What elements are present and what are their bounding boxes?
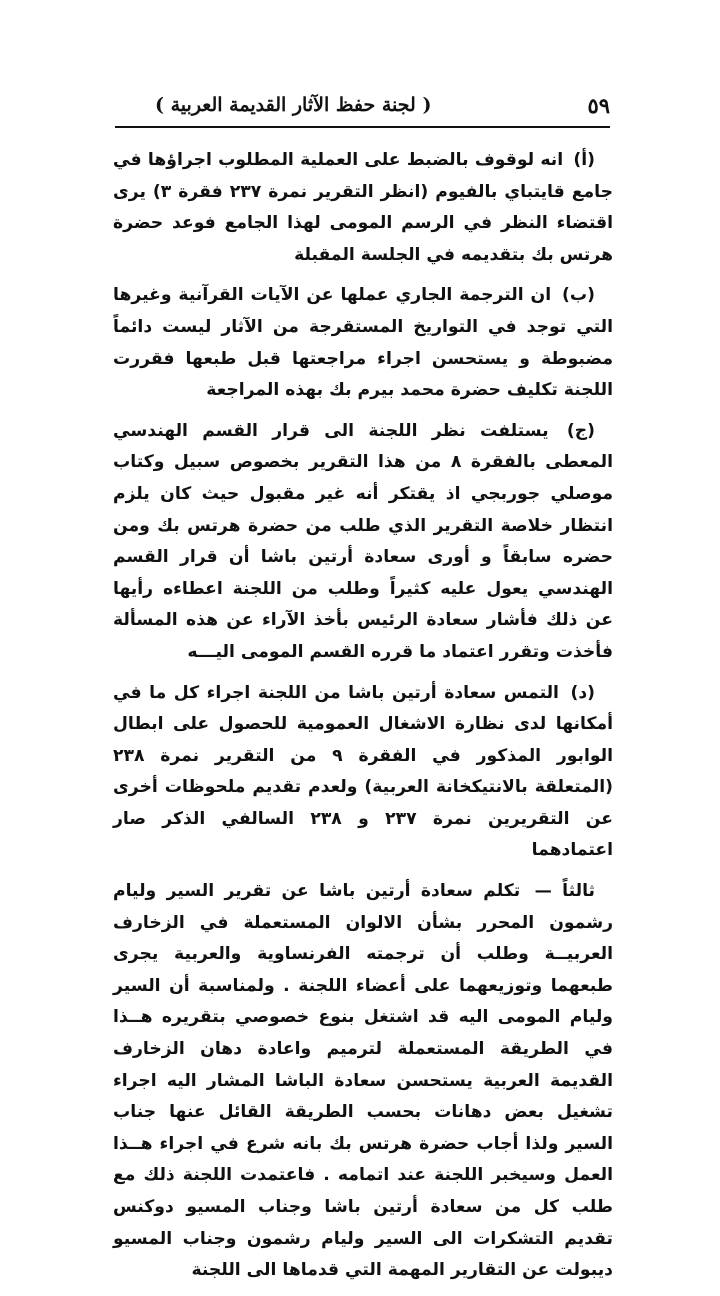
paragraph-d [113,678,613,868]
paragraph-text: انه لوقوف بالضبط على العملية المطلوب اجراؤها في جامع قايتباي بالفيوم (انظر التقرير نمرة ٢٣٧ فقرة ٣) يرى اقتضاء النظر في الرسم المومى لهذا الجامع فوعد حضرة هرتس بك بتقديمه في الجلسة المقبلة [113,150,613,265]
paragraph-third [113,876,613,1287]
paragraph-label: (ب) [562,285,595,306]
paragraph-label: (د) [570,682,595,703]
paragraph-label: (ج) [566,420,595,441]
paragraph-label: ثالثاً — [534,881,595,902]
page-header [115,88,610,122]
paragraph-b [113,280,613,406]
running-title: ( لجنة حفظ الآثار القديمة العربية ) [155,94,432,116]
paragraph-text: ان الترجمة الجاري عملها عن الآيات القرآنية وغيرها التي توجد في التواريخ المستقرجة من الآثار ليست دائماً مضبوطة و يستحسن اجراء مراجعتها قبل طبعها فقررت اللجنة تكليف حضرة محمد بيرم بك بهذه المراجعة [113,285,613,401]
paragraph-a [113,145,613,271]
page-number: ٥٩ [587,92,610,118]
header-rule [115,126,610,128]
paragraph-label: (أ) [573,150,596,170]
body-text [113,145,613,1296]
paragraph-text: تكلم سعادة أرتين باشا عن تقرير السير وليام رشمون المحرر بشأن الالوان المستعملة في الزخارف العربيــة وطلب أن ترجمته الفرنساوية والعربية يجرى طبعهما وتوزيعهما على أعضاء اللجنة . ولمناسبة أن السير وليام المومى اليه قد اشتغل بنوع خصوصي بتقريره هــذا في الطريقة المستعملة لترميم واعادة دهان الزخارف القديمة العربية يستحسن سعادة الباشا المشار اليه اجراء تشغيل بعض دهانات بحسب الطريقة القائل عنها جناب السير ولذا أجاب حضرة هرتس بك بانه شرع في اجراء هــذا العمل وسيخبر اللجنة عند اتمامه . فاعتمدت اللجنة ذلك مع طلب كل من سعادة أرتين باشا وجناب المسيو دوكنس تقديم التشكرات الى السير وليام رشمون وجناب المسيو ديبولت عن التقارير المهمة التي قدماها الى اللجنة [113,881,613,1281]
paragraph-text: يستلفت نظر اللجنة الى قرار القسم الهندسي المعطى بالفقرة ٨ من هذا التقرير بخصوص سبيل وكتاب موصلي جوربجي اذ يقتكر أنه غير مقبول حيث كان يلزم انتظار خلاصة التقرير الذي طلب من حضرة هرتس بك ومن حضره سابقاً و أورى سعادة أرتين باشا أن قرار القسم الهندسي يعول عليه كثيراً وطلب من اللجنة اعطاءه رأيها عن ذلك فأشار سعادة الرئيس بأخذ الآراء عن هذه المسألة فأخذت وتقرر اعتماد ما قرره القسم المومى اليـــه [113,420,614,662]
paragraph-c [113,416,613,669]
paragraph-text: التمس سعادة أرتين باشا من اللجنة اجراء كل ما في أمكانها لدى نظارة الاشغال العمومية للحصول على ابطال الوابور المذكور في الفقرة ٩ من التقرير نمرة ٢٣٨ (المتعلقة بالانتيكخانة العربية) ولعدم تقديم ملحوظات أخرى عن التقريرين نمرة ٢٣٧ و ٢٣٨ السالفي الذكر صار اعتمادهما [113,682,614,861]
